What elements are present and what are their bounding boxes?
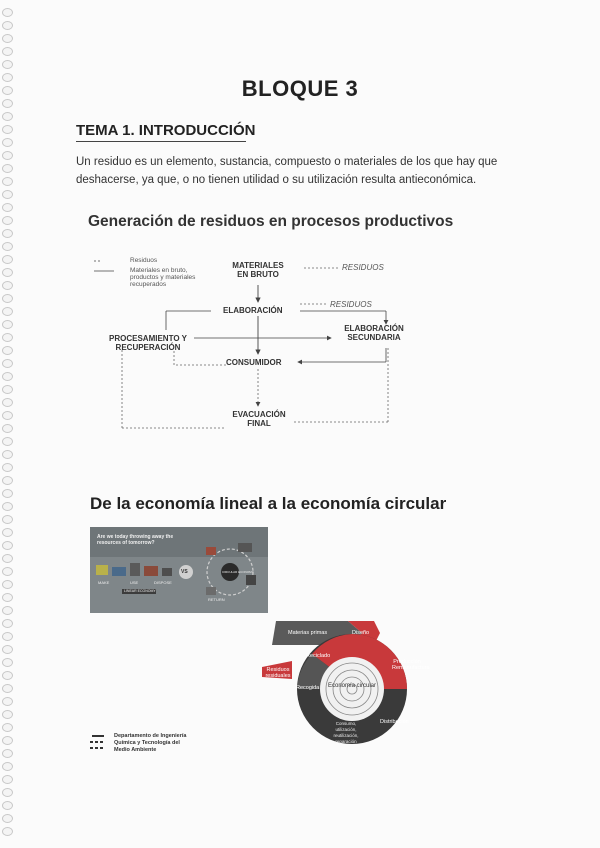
binding-ring: [2, 294, 13, 303]
binding-ring: [2, 658, 13, 667]
diagram-title: Generación de residuos en procesos productivos: [88, 213, 454, 230]
dispose-label: DISPOSE: [154, 580, 172, 585]
node-procesamiento: PROCESAMIENTO Y RECUPERACIÓN: [109, 334, 187, 352]
binding-ring: [2, 359, 13, 368]
node-elaboracion: ELABORACIÓN: [223, 306, 283, 315]
binding-ring: [2, 788, 13, 797]
diseno-label: Diseño: [352, 630, 370, 636]
waste-flow-diagram: [86, 248, 426, 438]
binding-ring: [2, 736, 13, 745]
binding-ring: [2, 346, 13, 355]
node-residuos-2: RESIDUOS: [330, 300, 372, 309]
binding-ring: [2, 437, 13, 446]
binding-ring: [2, 34, 13, 43]
binding-ring: [2, 632, 13, 641]
heading-underline: [76, 141, 246, 142]
spiral-binding: [0, 0, 16, 848]
binding-ring: [2, 229, 13, 238]
distribucion-label: Distribución: [380, 719, 409, 725]
binding-ring: [2, 320, 13, 329]
legend-solid-label: Materiales en bruto, productos y materiales recuperados: [130, 267, 196, 288]
recogida-label: Recogida: [296, 685, 320, 691]
binding-ring: [2, 424, 13, 433]
binding-ring: [2, 372, 13, 381]
return-label: RETURN: [208, 597, 225, 602]
binding-ring: [2, 606, 13, 615]
binding-ring: [2, 125, 13, 134]
binding-ring: [2, 242, 13, 251]
binding-ring: [2, 177, 13, 186]
vs-label: VS: [181, 569, 188, 575]
consumo-label: Consumo, utilización, reutilización, reparación: [333, 721, 359, 744]
binding-ring: [2, 723, 13, 732]
binding-ring: [2, 281, 13, 290]
circular-economy-title: De la economía lineal a la economía circular: [90, 494, 447, 513]
binding-ring: [2, 255, 13, 264]
binding-ring: [2, 216, 13, 225]
binding-ring: [2, 476, 13, 485]
binding-ring: [2, 684, 13, 693]
make-label: MAKE: [98, 580, 110, 585]
materias-primas-label: Materias primas: [288, 630, 328, 636]
binding-ring: [2, 164, 13, 173]
binding-ring: [2, 645, 13, 654]
binding-ring: [2, 697, 13, 706]
binding-ring: [2, 398, 13, 407]
binding-ring: [2, 489, 13, 498]
binding-ring: [2, 528, 13, 537]
binding-ring: [2, 593, 13, 602]
cycle-center-label: Economía circular: [327, 683, 377, 689]
binding-ring: [2, 47, 13, 56]
binding-ring: [2, 827, 13, 836]
use-label: USE: [130, 580, 139, 585]
binding-ring: [2, 385, 13, 394]
department-name: Departamento de Ingeniería Química y Tecnología del Medio Ambiente: [114, 733, 187, 753]
linear-banner-label: LINEAR ECONOMY: [124, 589, 156, 593]
binding-ring: [2, 333, 13, 342]
binding-ring: [2, 762, 13, 771]
binding-ring: [2, 203, 13, 212]
binding-ring: [2, 463, 13, 472]
binding-ring: [2, 450, 13, 459]
binding-ring: [2, 21, 13, 30]
circular-center-label: CIRCULAR ECONOMY: [222, 570, 254, 574]
binding-ring: [2, 554, 13, 563]
node-consumidor: CONSUMIDOR: [226, 358, 282, 367]
node-elaboracion-secundaria: ELABORACIÓN SECUNDARIA: [344, 324, 404, 342]
node-materiales: MATERIALES EN BRUTO: [232, 261, 284, 279]
binding-ring: [2, 112, 13, 121]
binding-ring: [2, 541, 13, 550]
binding-ring: [2, 502, 13, 511]
department-logo-icon: [88, 733, 110, 757]
legend-dashed-label: Residuos: [130, 257, 158, 264]
binding-ring: [2, 515, 13, 524]
binding-ring: [2, 138, 13, 147]
binding-ring: [2, 268, 13, 277]
node-evacuacion: EVACUACIÓN FINAL: [232, 410, 286, 428]
department-logo: [88, 733, 228, 763]
section-heading: TEMA 1. INTRODUCCIÓN: [76, 122, 256, 139]
binding-ring: [2, 814, 13, 823]
binding-ring: [2, 801, 13, 810]
linear-vs-circular-image: [90, 527, 268, 613]
page-title: BLOQUE 3: [241, 76, 359, 101]
binding-ring: [2, 8, 13, 17]
binding-ring: [2, 60, 13, 69]
binding-ring: [2, 411, 13, 420]
binding-ring: [2, 307, 13, 316]
binding-ring: [2, 151, 13, 160]
intro-paragraph: Un residuo es un elemento, sustancia, compuesto o materiales de los que hay que deshacerse, ya que, o no tienen utilidad o su utilización resulta antieconómica.: [76, 156, 498, 186]
image-headline: Are we today throwing away the resources of tomorrow?: [97, 534, 174, 546]
binding-ring: [2, 710, 13, 719]
binding-ring: [2, 567, 13, 576]
binding-ring: [2, 671, 13, 680]
binding-ring: [2, 580, 13, 589]
circular-economy-wheel: [252, 619, 430, 759]
reciclado-label: Reciclado: [306, 653, 331, 659]
residuos-residuales-label: Residuos residuales: [265, 667, 291, 679]
binding-ring: [2, 619, 13, 628]
node-residuos-1: RESIDUOS: [342, 263, 384, 272]
binding-ring: [2, 775, 13, 784]
binding-ring: [2, 190, 13, 199]
produccion-label: Producción Remanufactura: [392, 659, 430, 671]
binding-ring: [2, 749, 13, 758]
